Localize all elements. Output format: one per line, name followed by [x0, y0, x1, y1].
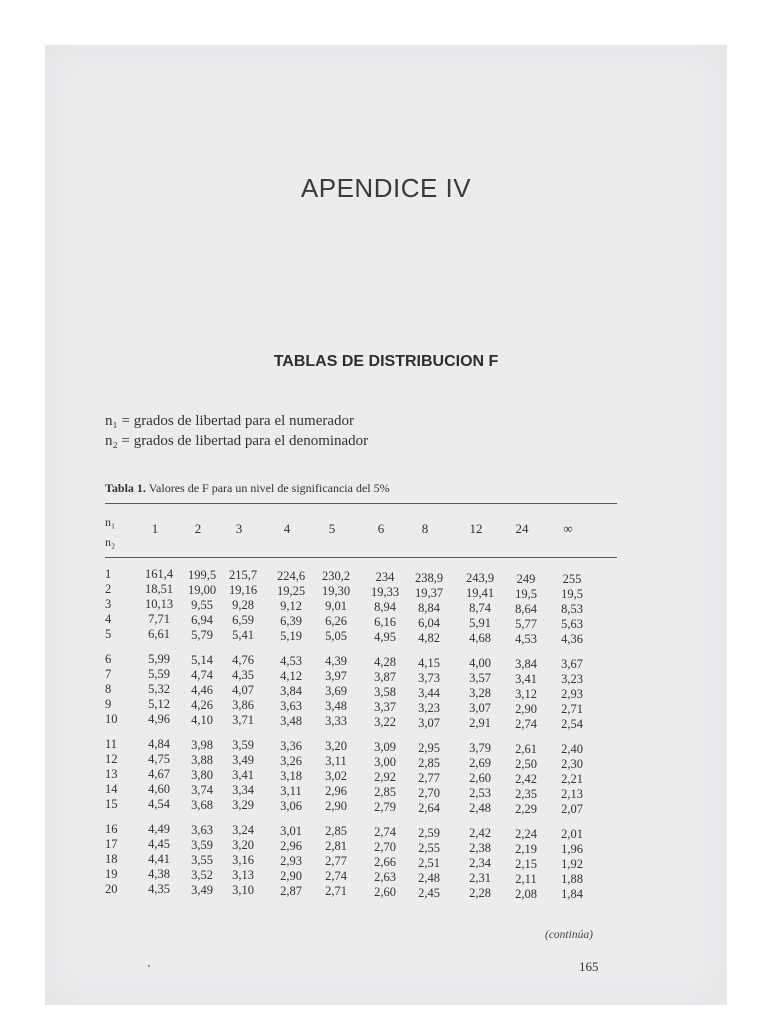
- table-cell: 3,98: [191, 737, 213, 752]
- table-cell: 19,5: [515, 586, 537, 601]
- row-label: 14: [105, 782, 118, 796]
- table-caption-text: Valores de F para un nivel de significancia del 5%: [145, 481, 390, 495]
- table-cell: 234: [375, 570, 395, 584]
- table-cell: 2,01: [561, 827, 583, 842]
- table-cell: 3,18: [280, 768, 302, 783]
- table-cell: 2,29: [515, 801, 537, 816]
- table-cell: 1,92: [561, 857, 583, 872]
- row-label: 20: [105, 882, 118, 896]
- table-cell: 243,9: [465, 571, 495, 586]
- table-cell: 199,5: [187, 567, 217, 582]
- table-cell: 19,25: [276, 583, 306, 598]
- row-label: 5: [105, 627, 112, 641]
- table-cell: 3,52: [191, 867, 213, 882]
- table-cell: 4,74: [191, 667, 213, 682]
- table-cell: 2,85: [325, 824, 347, 839]
- row-label: 4: [105, 612, 112, 626]
- table-cell: 3,24: [232, 823, 254, 838]
- table-cell: 6,61: [148, 627, 170, 641]
- table-cell: 5,79: [191, 627, 213, 642]
- row-label: 17: [105, 837, 118, 851]
- table-cell: 8,74: [469, 601, 491, 616]
- table-cell: 2,61: [515, 741, 537, 756]
- row-label: 11: [105, 737, 118, 751]
- table-cell: 2,48: [418, 870, 440, 885]
- table-cell: 3,55: [191, 852, 213, 867]
- table-cell: 7,71: [148, 612, 170, 626]
- table-cell: 6,94: [191, 612, 213, 627]
- table-cell: 4,35: [232, 668, 254, 683]
- table-cell: 3,01: [280, 823, 302, 838]
- table-cell: 3,74: [191, 782, 213, 797]
- section-title: TABLAS DE DISTRIBUCION F: [273, 353, 499, 370]
- table-cell: 3,06: [280, 798, 302, 813]
- table-cell: 2,81: [325, 839, 347, 854]
- table-cell: 2,28: [469, 886, 491, 901]
- table-cell: 3,20: [232, 838, 254, 853]
- table-cell: 2,30: [561, 757, 583, 772]
- table-cell: 2,38: [469, 841, 491, 856]
- table-cell: 4,39: [325, 654, 347, 669]
- table-cell: 224,6: [276, 568, 306, 583]
- row-label: 7: [105, 667, 112, 681]
- table-cell: 4,75: [148, 752, 170, 766]
- row-label: 2: [105, 582, 112, 596]
- table-cell: 4,38: [148, 867, 170, 881]
- table-cell: 2,19: [515, 841, 537, 856]
- table-cell: 4,10: [191, 712, 213, 727]
- table-cell: 3,29: [232, 798, 254, 813]
- table-cell: 19,41: [465, 586, 495, 601]
- table-cell: 6,04: [418, 615, 440, 630]
- table-cell: 3,41: [232, 768, 254, 783]
- table-cell: 8,64: [515, 601, 537, 616]
- table-cell: 2,90: [280, 868, 302, 883]
- table-cell: 3,88: [191, 752, 213, 767]
- table-cell: 3,34: [232, 783, 254, 798]
- table-caption: [105, 481, 390, 496]
- table-cell: 4,41: [148, 852, 170, 866]
- table-cell: 6,16: [374, 615, 396, 629]
- table-cell: 9,01: [325, 599, 347, 614]
- table-cell: 3,11: [280, 783, 302, 798]
- table-cell: 3,79: [469, 741, 491, 756]
- table-cell: 3,71: [232, 713, 254, 728]
- table-cell: 2,66: [374, 855, 396, 869]
- column-header-7: 8: [421, 521, 429, 536]
- table-cell: 19,5: [561, 587, 583, 602]
- table-cell: 3,49: [191, 882, 213, 897]
- table-cell: 3,80: [191, 767, 213, 782]
- table-cell: 3,97: [325, 669, 347, 684]
- table-cell: 2,50: [515, 756, 537, 771]
- appendix-title: APENDICE IV: [300, 173, 472, 203]
- table-cell: 2,74: [325, 869, 347, 884]
- table-top-rule: [105, 503, 617, 504]
- table-cell: 2,34: [469, 856, 491, 871]
- table-cell: 3,13: [232, 868, 254, 883]
- table-cell: 2,85: [374, 785, 396, 799]
- definition-n2: n₂ = grados de libertad para el denominador: [105, 433, 369, 449]
- table-cell: 19,30: [321, 584, 351, 599]
- row-label: 16: [105, 822, 118, 836]
- table-cell: 4,46: [191, 682, 213, 697]
- table-cell: 2,96: [325, 784, 347, 799]
- table-cell: 3,11: [325, 754, 347, 769]
- table-cell: 2,55: [418, 840, 440, 855]
- table-cell: 3,87: [374, 670, 396, 684]
- scanned-page: [45, 45, 727, 1005]
- page-number: 165: [579, 959, 599, 974]
- table-cell: 2,87: [280, 883, 302, 898]
- table-cell: 4,68: [469, 631, 491, 646]
- table-cell: 3,49: [232, 753, 254, 768]
- table-cell: 5,77: [515, 616, 537, 631]
- table-cell: 2,11: [515, 871, 537, 886]
- table-cell: 4,07: [232, 683, 254, 698]
- table-cell: 2,51: [418, 855, 440, 870]
- table-cell: 5,32: [148, 682, 170, 696]
- table-cell: 3,59: [191, 837, 213, 852]
- table-cell: 230,2: [321, 569, 351, 584]
- table-cell: 4,00: [469, 656, 491, 671]
- table-cell: 3,07: [469, 701, 491, 716]
- row-label: 3: [105, 597, 112, 611]
- table-cell: 3,23: [561, 672, 583, 687]
- table-cell: 3,84: [280, 683, 302, 698]
- table-cell: 2,60: [374, 885, 396, 899]
- table-cell: 4,53: [515, 631, 537, 646]
- table-cell: 18,51: [144, 582, 174, 596]
- table-cell: 4,76: [232, 653, 254, 668]
- column-header-9: 24: [515, 521, 529, 536]
- table-cell: 4,60: [148, 782, 170, 796]
- table-cell: 8,94: [374, 600, 396, 614]
- table-cell: 3,22: [374, 715, 396, 729]
- table-cell: 2,40: [561, 742, 583, 757]
- table-cell: 3,67: [561, 657, 583, 672]
- table-cell: 2,13: [561, 787, 583, 802]
- table-cell: 19,16: [228, 583, 258, 598]
- table-cell: 5,99: [148, 652, 170, 666]
- table-cell: 2,77: [325, 854, 347, 869]
- table-cell: 2,42: [469, 826, 491, 841]
- table-cell: 2,96: [280, 838, 302, 853]
- table-cell: 2,35: [515, 786, 537, 801]
- table-cell: 3,59: [232, 738, 254, 753]
- table-cell: 2,31: [469, 871, 491, 886]
- table-cell: 5,63: [561, 617, 583, 632]
- table-cell: 238,9: [414, 570, 444, 585]
- table-cell: 2,64: [418, 800, 440, 815]
- table-cell: 19,37: [414, 585, 444, 600]
- table-cell: 3,07: [418, 715, 440, 730]
- table-cell: 2,74: [374, 825, 396, 839]
- table-cell: 19,00: [187, 582, 217, 597]
- table-cell: 4,15: [418, 655, 440, 670]
- table-cell: 3,02: [325, 769, 347, 784]
- column-header-4: 4: [283, 521, 291, 536]
- table-cell: 2,08: [515, 886, 537, 901]
- table-cell: 2,45: [418, 885, 440, 900]
- table-cell: 2,69: [469, 756, 491, 771]
- row-label: 9: [105, 697, 112, 711]
- row-label: 15: [105, 797, 118, 811]
- table-cell: 2,60: [469, 771, 491, 786]
- table-cell: 2,93: [561, 687, 583, 702]
- row-label: 1: [105, 567, 112, 581]
- table-cell: 1,96: [561, 842, 583, 857]
- page-speck: [148, 965, 150, 967]
- table-cell: 2,74: [515, 716, 537, 731]
- table-cell: 3,12: [515, 686, 537, 701]
- table-cell: 161,4: [144, 567, 174, 581]
- column-header-8: 12: [469, 521, 483, 536]
- table-cell: 4,36: [561, 632, 583, 647]
- table-cell: 3,41: [515, 671, 537, 686]
- table-cell: 3,09: [374, 740, 396, 754]
- table-cell: 8,84: [418, 600, 440, 615]
- table-cell: 4,96: [148, 712, 170, 726]
- table-cell: 2,91: [469, 716, 491, 731]
- table-cell: 3,48: [325, 699, 347, 714]
- table-cell: 3,33: [325, 714, 347, 729]
- table-cell: 2,70: [418, 785, 440, 800]
- continuation-note: (continúa): [545, 929, 593, 941]
- row-label: 6: [105, 652, 112, 666]
- table-cell: 2,85: [418, 755, 440, 770]
- table-cell: 9,12: [280, 598, 302, 613]
- table-cell: 6,59: [232, 613, 254, 628]
- table-cell: 4,53: [280, 653, 302, 668]
- table-cell: 5,41: [232, 628, 254, 643]
- table-header-rule: [105, 557, 617, 558]
- table-cell: 1,84: [561, 887, 583, 902]
- column-header-10: ∞: [563, 521, 573, 536]
- table-cell: 3,58: [374, 685, 396, 699]
- row-label: 13: [105, 767, 118, 781]
- table-cell: 2,71: [325, 884, 347, 899]
- row-label: 19: [105, 867, 118, 881]
- row-label: 10: [105, 712, 118, 726]
- table-caption-label: Tabla 1.: [105, 481, 146, 495]
- table-cell: 6,26: [325, 614, 347, 629]
- table-cell: 2,59: [418, 825, 440, 840]
- table-cell: 2,53: [469, 786, 491, 801]
- column-header-1: 1: [151, 521, 159, 536]
- column-header-3: 3: [235, 521, 243, 536]
- table-cell: 3,16: [232, 853, 254, 868]
- table-cell: 10,13: [144, 597, 174, 611]
- table-cell: 3,26: [280, 753, 302, 768]
- table-cell: 2,63: [374, 870, 396, 884]
- table-cell: 4,12: [280, 668, 302, 683]
- table-cell: 2,21: [561, 772, 583, 787]
- table-cell: 4,45: [148, 837, 170, 851]
- definitions: [105, 411, 368, 451]
- table-cell: 2,71: [561, 702, 583, 717]
- table-cell: 5,19: [280, 628, 302, 643]
- table-cell: 2,90: [515, 701, 537, 716]
- table-cell: 9,28: [232, 598, 254, 613]
- table-cell: 3,20: [325, 739, 347, 754]
- table-cell: 19,33: [370, 585, 400, 599]
- table-cell: 4,49: [148, 822, 170, 836]
- row-header-n2: n₂: [105, 535, 116, 549]
- table-cell: 1,88: [561, 872, 583, 887]
- column-header-5: 5: [328, 521, 336, 536]
- table-cell: 4,82: [418, 630, 440, 645]
- table-cell: 9,55: [191, 597, 213, 612]
- table-cell: 5,14: [191, 652, 213, 667]
- row-label: 8: [105, 682, 112, 696]
- table-cell: 3,48: [280, 713, 302, 728]
- row-label: 12: [105, 752, 118, 766]
- table-cell: 5,05: [325, 629, 347, 644]
- table-cell: 3,37: [374, 700, 396, 714]
- table-cell: 3,69: [325, 684, 347, 699]
- table-cell: 8,53: [561, 602, 583, 617]
- table-cell: 2,48: [469, 801, 491, 816]
- table-cell: 4,67: [148, 767, 170, 781]
- table-cell: 255: [562, 572, 582, 587]
- table-cell: 4,95: [374, 630, 396, 644]
- table-cell: 3,86: [232, 698, 254, 713]
- table-cell: 5,91: [469, 616, 491, 631]
- table-cell: 4,54: [148, 797, 170, 811]
- table-cell: 4,35: [148, 882, 170, 896]
- table-cell: 3,84: [515, 656, 537, 671]
- row-label: 18: [105, 852, 118, 866]
- table-cell: 6,39: [280, 613, 302, 628]
- column-header-2: 2: [194, 521, 202, 536]
- table-cell: 2,79: [374, 800, 396, 814]
- table-cell: 3,44: [418, 685, 440, 700]
- column-header-6: 6: [377, 521, 385, 536]
- table-cell: 2,93: [280, 853, 302, 868]
- table-cell: 3,10: [232, 883, 254, 898]
- table-cell: 5,59: [148, 667, 170, 681]
- table-cell: 3,28: [469, 686, 491, 701]
- table-cell: 3,00: [374, 755, 396, 769]
- table-cell: 249: [516, 571, 536, 586]
- table-cell: 3,63: [191, 822, 213, 837]
- table-cell: 3,68: [191, 797, 213, 812]
- table-cell: 2,54: [561, 717, 583, 732]
- table-cell: 2,70: [374, 840, 396, 854]
- definition-n1: n₁ = grados de libertad para el numerador: [105, 413, 355, 429]
- table-cell: 215,7: [228, 568, 258, 583]
- table-cell: 2,24: [515, 826, 537, 841]
- table-cell: 5,12: [148, 697, 170, 711]
- row-header-n1: n₁: [105, 515, 116, 529]
- table-cell: 3,73: [418, 670, 440, 685]
- table-cell: 3,57: [469, 671, 491, 686]
- table-cell: 3,36: [280, 738, 302, 753]
- table-cell: 2,15: [515, 856, 537, 871]
- table-cell: 3,63: [280, 698, 302, 713]
- table-cell: 3,23: [418, 700, 440, 715]
- table-cell: 2,95: [418, 740, 440, 755]
- table-cell: 2,07: [561, 802, 583, 817]
- table-cell: 4,84: [148, 737, 170, 751]
- table-cell: 2,92: [374, 770, 396, 784]
- table-cell: 2,77: [418, 770, 440, 785]
- table-cell: 2,90: [325, 799, 347, 814]
- table-cell: 4,28: [374, 655, 396, 669]
- table-cell: 4,26: [191, 697, 213, 712]
- table-cell: 2,42: [515, 771, 537, 786]
